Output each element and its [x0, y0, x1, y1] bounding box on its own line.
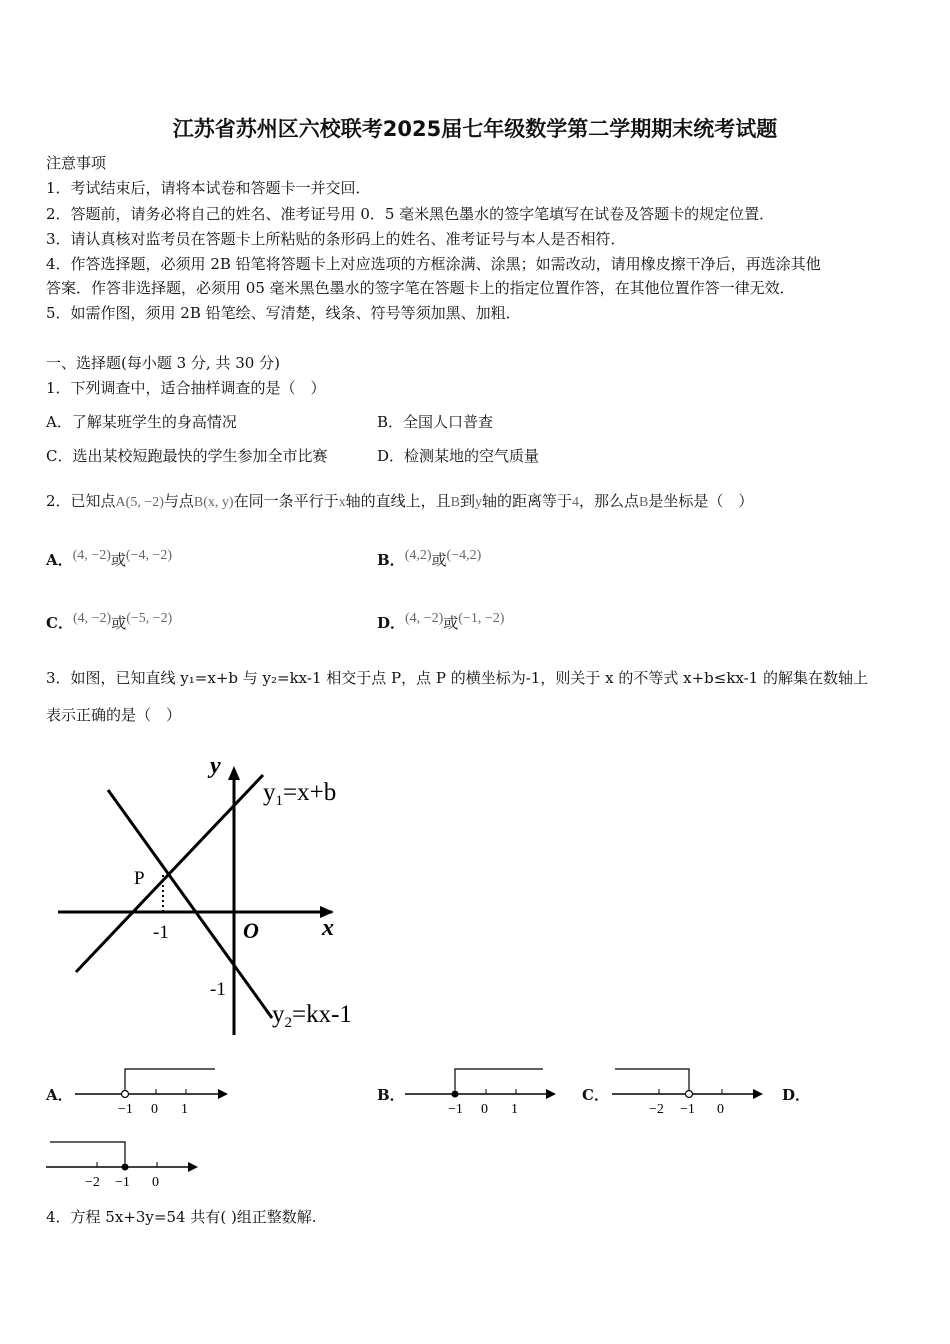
line-y2 — [108, 790, 272, 1018]
q1-option-b: B．全国人口普查 — [377, 413, 494, 431]
label-y2 — [272, 1001, 352, 1031]
x-tick-label: -1 — [153, 922, 169, 943]
q2-x-axis: x — [338, 495, 346, 510]
q2-option-c-label: C． — [46, 614, 73, 632]
q3-option-a-label: A． — [46, 1086, 73, 1104]
q2-text-7: ，那么点 — [578, 492, 639, 510]
q2-text-5: 到 — [459, 492, 475, 510]
filled-circle — [122, 1164, 129, 1171]
notice-item-1: 1．考试结束后，请将本试卷和答题卡一并交回． — [46, 179, 371, 197]
x-axis-label: x — [322, 915, 334, 941]
tick-label: 1 — [511, 1102, 518, 1117]
q2-text-4: 轴的直线上，且 — [345, 492, 451, 510]
q2-option-d-value-1: (4, −2) — [405, 611, 444, 626]
point-p-label: P — [134, 868, 145, 889]
q2-option-c — [46, 612, 172, 633]
y-axis-arrow-icon — [228, 766, 240, 780]
label-y2-rest: =kx-1 — [292, 1001, 352, 1028]
arrow-icon — [188, 1162, 198, 1172]
q1-stem: 1．下列调查中，适合抽样调查的是（ ） — [46, 379, 326, 397]
q3-graph — [50, 750, 380, 1040]
tick-label: −2 — [85, 1175, 100, 1190]
notice-item-5: 5．如需作图，须用 2B 铅笔绘、写清楚，线条、符号等须加黑、加粗． — [46, 304, 521, 322]
q2-text-1: 2．已知点 — [46, 492, 116, 510]
q2-option-c-value-2: (−5, −2) — [126, 611, 173, 626]
q2-option-b-or: 或 — [431, 551, 447, 569]
label-y2-sub: 2 — [284, 1015, 292, 1031]
q2-y-axis: y — [474, 495, 482, 510]
tick-label: −2 — [649, 1102, 664, 1117]
filled-circle — [452, 1091, 459, 1098]
label-y1-sub: 1 — [275, 793, 283, 809]
q1-option-c: C．选出某校短跑最快的学生参加全市比赛 — [46, 447, 328, 465]
origin-label: O — [243, 918, 259, 943]
notice-item-2: 2．答题前，请务必将自己的姓名、准考证号用 0．5 毫米黑色墨水的签字笔填写在试卷及答题卡的规定位置． — [46, 205, 775, 223]
q2-option-c-value-1: (4, −2) — [72, 611, 112, 626]
q2-option-a-value-1: (4, −2) — [72, 548, 111, 563]
q2-option-c-or: 或 — [111, 614, 127, 632]
tick-label: −1 — [448, 1102, 463, 1117]
tick-label: 0 — [151, 1102, 158, 1117]
section-heading: 一、选择题(每小题 3 分, 共 30 分) — [46, 354, 280, 372]
page-title: 江苏省苏州区六校联考2025届七年级数学第二学期期末统考试题 — [172, 117, 778, 141]
q2-option-d-label: D． — [377, 614, 406, 632]
q3-option-d-label: D． — [782, 1086, 811, 1104]
q2-option-b-value-1: (4,2) — [404, 548, 432, 563]
q2-option-a-label: A． — [46, 551, 73, 569]
tick-label: 0 — [717, 1102, 724, 1117]
q2-option-d — [377, 612, 504, 633]
notice-item-3: 3．请认真核对监考员在答题卡上所粘贴的条形码上的姓名、准考证号与本人是否相符． — [46, 230, 626, 248]
tick-label: 1 — [181, 1102, 188, 1117]
label-y1-rest: =x+b — [283, 779, 337, 806]
q2-option-a-value-2: (−4, −2) — [125, 548, 173, 563]
q2-text-6: 轴的距离等于 — [481, 492, 572, 510]
tick-label: 0 — [152, 1175, 159, 1190]
q2-option-b — [377, 549, 481, 570]
q2-point-b: B(x, y) — [193, 495, 234, 510]
notice-item-4: 4．作答选择题，必须用 2B 铅笔将答题卡上对应选项的方框涂满、涂黑；如需改动，请用橡皮擦干净后，再选涂其他 — [46, 255, 821, 273]
tick-label: 0 — [481, 1102, 488, 1117]
q3-option-a-numberline — [70, 1062, 235, 1120]
tick-label: −1 — [118, 1102, 133, 1117]
q2-option-a-or: 或 — [110, 551, 126, 569]
q3-option-c-label: C． — [582, 1086, 609, 1104]
open-circle — [122, 1091, 129, 1098]
q2-distance: 4 — [571, 495, 579, 510]
q2-b-symbol-2: B — [639, 495, 649, 510]
tick-label: −1 — [115, 1175, 130, 1190]
arrow-icon — [753, 1089, 763, 1099]
arrow-icon — [218, 1089, 228, 1099]
q2-option-a — [46, 549, 172, 570]
label-y1 — [263, 779, 336, 809]
notice-item-4-cont: 答案．作答非选择题，必须用 05 毫米黑色墨水的签字笔在答题卡上的指定位置作答，在其他位置作答一律无效． — [46, 279, 795, 297]
q2-point-a: A(5, −2) — [115, 495, 164, 510]
label-y1-main: y — [263, 779, 276, 806]
q3-option-c-numberline — [607, 1062, 772, 1120]
notice-heading: 注意事项 — [46, 154, 107, 172]
q2-text-3: 在同一条平行于 — [233, 492, 339, 510]
q2-option-b-label: B． — [377, 551, 405, 569]
q3-option-b-numberline — [400, 1062, 565, 1120]
q2-option-d-or: 或 — [443, 614, 459, 632]
open-circle — [686, 1091, 693, 1098]
q3-option-d-numberline — [42, 1133, 207, 1191]
y-tick-label: -1 — [210, 979, 226, 1000]
q2-option-d-value-2: (−1, −2) — [458, 611, 505, 626]
tick-label: −1 — [680, 1102, 695, 1117]
label-y2-main: y — [272, 1001, 285, 1028]
q3-stem-line-2: 表示正确的是（ ） — [46, 706, 182, 724]
q2-option-b-value-2: (−4,2) — [446, 548, 482, 563]
arrow-icon — [546, 1089, 556, 1099]
q2-text-8: 是坐标是（ ） — [648, 492, 754, 510]
q1-option-a: A．了解某班学生的身高情况 — [46, 413, 237, 431]
q2-stem — [46, 490, 753, 511]
q3-stem-line-1: 3．如图，已知直线 y₁=x+b 与 y₂=kx-1 相交于点 P，点 P 的横坐标为-1，则关于 x 的不等式 x+b≤kx-1 的解集在数轴上 — [46, 669, 868, 687]
q3-option-b-label: B． — [377, 1086, 405, 1104]
y-axis-label: y — [210, 753, 221, 779]
q1-option-d: D．检测某地的空气质量 — [377, 447, 540, 465]
q4-stem: 4．方程 5x+3y=54 共有( )组正整数解. — [46, 1208, 317, 1226]
q2-b-symbol: B — [450, 495, 460, 510]
q2-text-2: 与点 — [163, 492, 194, 510]
